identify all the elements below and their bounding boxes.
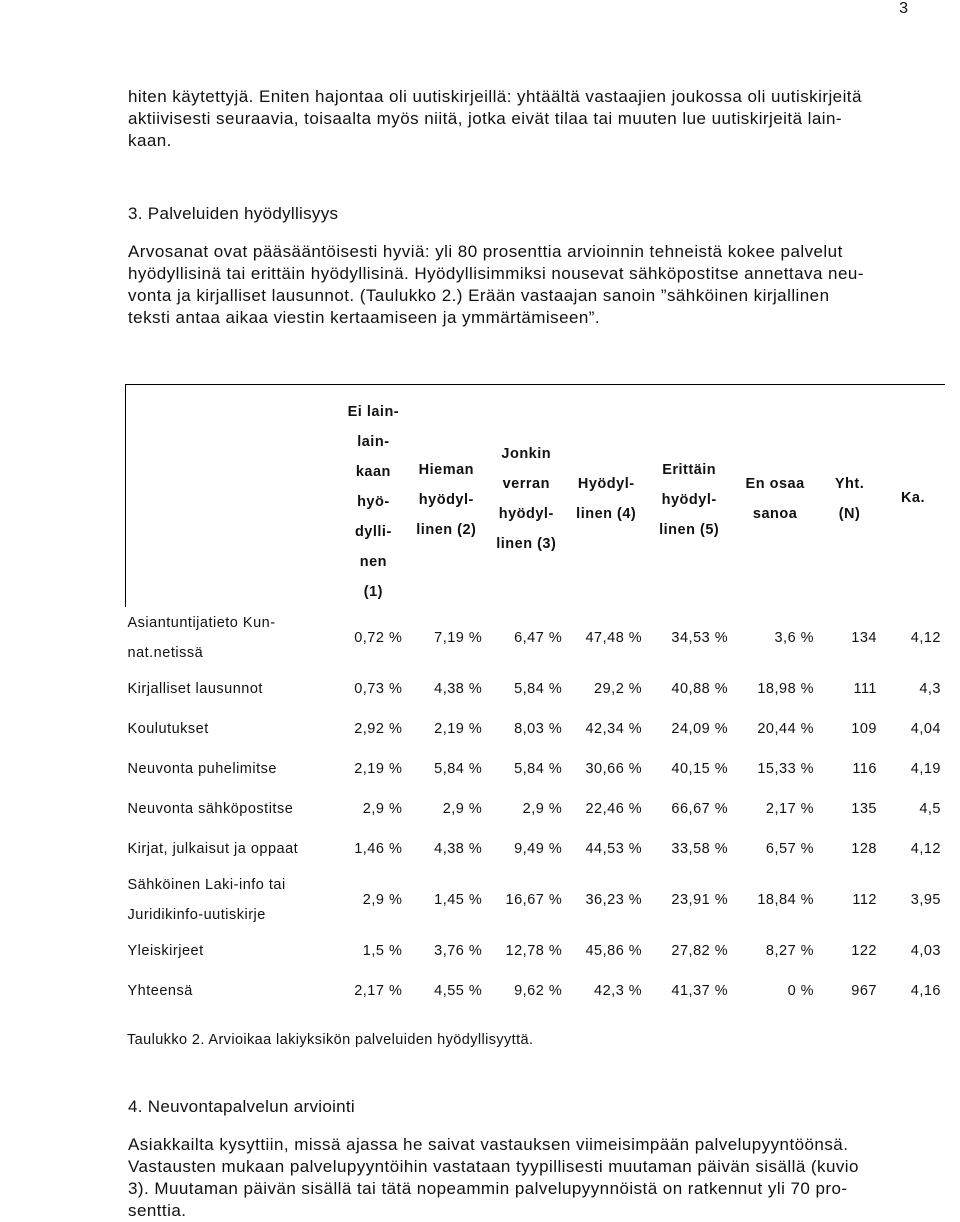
table-cell: 0,73 % [354, 681, 403, 697]
table-cell: 6,47 % [514, 630, 563, 646]
table-row [126, 607, 946, 669]
row-label: Neuvonta puhelimitse [127, 761, 277, 777]
header-slightly-useful: Hieman hyödyl- linen (2) [416, 462, 477, 538]
table-cell: 40,88 % [671, 681, 729, 697]
header-somewhat-useful: Jonkin verran hyödyl- linen (3) [496, 446, 557, 552]
intro-line: hiten käytettyjä. Eniten hajontaa oli uutiskirjeillä: yhtäältä vastaajien joukossa oli uutiskirjeitä [128, 87, 862, 106]
table-cell: 0 % [787, 983, 815, 999]
section-4-line: Vastausten mukaan palvelupyyntöihin vastataan tyypillisesti muutaman päivän sisällä (kuvio [128, 1157, 859, 1176]
table-cell: 2,19 % [354, 761, 403, 777]
table-cell: 2,9 % [442, 801, 483, 817]
table-cell: 1,5 % [362, 943, 403, 959]
section-4-paragraph [128, 1134, 859, 1222]
table-cell: 29,2 % [594, 681, 643, 697]
row-label: Kirjat, julkaisut ja oppaat [127, 841, 299, 857]
table-row [126, 749, 946, 789]
page-number: 3 [899, 0, 908, 17]
section-4-line: 3). Muutaman päivän sisällä tai tätä nopeammin palvelupyynnöistä on ratkennut yli 70 pro- [128, 1179, 848, 1198]
section-3-line: Arvosanat ovat pääsääntöisesti hyviä: yli 80 prosenttia arvioinnin tehneistä kokee palvelut [128, 242, 843, 261]
table-row [126, 869, 946, 931]
table-cell: 3,6 % [774, 630, 815, 646]
row-label: Sähköinen Laki-info tai Juridikinfo-uutiskirje [127, 877, 286, 923]
table-cell: 134 [851, 630, 877, 646]
table-cell: 44,53 % [585, 841, 643, 857]
table-cell: 4,38 % [434, 681, 483, 697]
header-total-n: Yht. (N) [834, 476, 865, 522]
table-cell: 5,84 % [514, 761, 563, 777]
table-cell: 66,67 % [671, 801, 729, 817]
table-cell: 109 [851, 721, 877, 737]
section-4-line: senttia. [128, 1201, 187, 1220]
table-cell: 36,23 % [585, 892, 643, 908]
table-row [126, 669, 946, 709]
table-cell: 23,91 % [671, 892, 729, 908]
header-empty-cell [126, 385, 341, 608]
section-3-paragraph [128, 241, 864, 329]
table-cell: 9,62 % [514, 983, 563, 999]
table-cell: 1,45 % [434, 892, 483, 908]
section-4-line: Asiakkailta kysyttiin, missä ajassa he saivat vastauksen viimeisimpään palvelupyyntöönsä. [128, 1135, 849, 1154]
section-3-line: hyödyllisinä tai erittäin hyödyllisinä. Hyödyllisimmiksi nousevat sähköpostitse annettava neu- [128, 264, 864, 283]
table-cell: 30,66 % [585, 761, 643, 777]
table-cell: 27,82 % [671, 943, 729, 959]
table-header-row [126, 385, 946, 608]
table-cell: 2,92 % [354, 721, 403, 737]
table-cell: 34,53 % [671, 630, 729, 646]
table-cell: 4,55 % [434, 983, 483, 999]
table-cell: 12,78 % [505, 943, 563, 959]
table-cell: 4,16 [910, 983, 941, 999]
section-4-heading: 4. Neuvontapalvelun arviointi [128, 1097, 356, 1116]
table-cell: 4,03 [910, 943, 941, 959]
table-cell: 7,19 % [434, 630, 483, 646]
table-row [126, 829, 946, 869]
table-cell: 3,76 % [434, 943, 483, 959]
table-row [126, 971, 946, 1011]
table-cell: 15,33 % [757, 761, 815, 777]
table-cell: 4,12 [910, 841, 941, 857]
header-very-useful: Erittäin hyödyl- linen (5) [659, 462, 720, 538]
intro-line: kaan. [128, 131, 172, 150]
table-cell: 16,67 % [505, 892, 563, 908]
table-cell: 18,98 % [757, 681, 815, 697]
table-cell: 111 [853, 681, 877, 697]
section-3-line: teksti antaa aikaa viestin kertaamiseen ja ymmärtämiseen”. [128, 308, 601, 327]
table-cell: 42,34 % [585, 721, 643, 737]
table-cell: 41,37 % [671, 983, 729, 999]
table-cell: 4,12 [910, 630, 941, 646]
table-cell: 116 [852, 761, 877, 777]
table-cell: 3,95 [910, 892, 941, 908]
row-label: Neuvonta sähköpostitse [127, 801, 294, 817]
table-cell: 18,84 % [757, 892, 815, 908]
table-cell: 24,09 % [671, 721, 729, 737]
table-cell: 22,46 % [585, 801, 643, 817]
usefulness-table [125, 384, 945, 1011]
intro-line: aktiivisesti seuraavia, toisaalta myös niitä, jotka eivät tilaa tai muuten lue uutiskirjeitä lain- [128, 109, 843, 128]
table-cell: 5,84 % [514, 681, 563, 697]
header-cannot-say: En osaa sanoa [745, 476, 805, 522]
row-label: Asiantuntijatieto Kun- nat.netissä [127, 615, 276, 661]
table-cell: 42,3 % [594, 983, 643, 999]
table-cell: 47,48 % [585, 630, 643, 646]
table-cell: 40,15 % [671, 761, 729, 777]
section-3-heading: 3. Palveluiden hyödyllisyys [128, 204, 339, 223]
header-useful: Hyödyl- linen (4) [576, 476, 637, 522]
row-label: Kirjalliset lausunnot [127, 681, 263, 697]
table-cell: 4,19 [910, 761, 941, 777]
table-cell: 4,38 % [434, 841, 483, 857]
table-cell: 122 [851, 943, 877, 959]
table-row [126, 931, 946, 971]
table-cell: 112 [852, 892, 877, 908]
table-cell: 0,72 % [354, 630, 403, 646]
table-row [126, 709, 946, 749]
row-label: Yleiskirjeet [127, 943, 204, 959]
header-mean: Ka. [900, 490, 926, 506]
row-label: Yhteensä [127, 983, 193, 999]
table-cell: 135 [851, 801, 877, 817]
table-cell: 2,9 % [522, 801, 563, 817]
table-cell: 4,3 [919, 681, 941, 697]
header-not-useful: Ei lain- lain- kaan hyö- dylli- nen (1) [347, 404, 400, 600]
table-cell: 2,9 % [362, 801, 403, 817]
table-cell: 2,9 % [362, 892, 403, 908]
table-cell: 5,84 % [434, 761, 483, 777]
table-cell: 4,5 [919, 801, 941, 817]
table-cell: 2,19 % [434, 721, 483, 737]
intro-paragraph [128, 86, 862, 152]
section-3-line: vonta ja kirjalliset lausunnot. (Taulukko 2.) Erään vastaajan sanoin ”sähköinen kirjallinen [128, 286, 830, 305]
table-cell: 45,86 % [585, 943, 643, 959]
table-cell: 1,46 % [354, 841, 403, 857]
table-cell: 128 [851, 841, 877, 857]
table-cell: 6,57 % [765, 841, 815, 857]
table-cell: 2,17 % [354, 983, 403, 999]
row-label: Koulutukset [127, 721, 209, 737]
table-row [126, 789, 946, 829]
table-cell: 967 [851, 983, 877, 999]
table-cell: 8,27 % [765, 943, 815, 959]
table-cell: 8,03 % [514, 721, 563, 737]
table-cell: 20,44 % [757, 721, 815, 737]
table-cell: 33,58 % [671, 841, 729, 857]
table-cell: 2,17 % [765, 801, 815, 817]
table-cell: 9,49 % [514, 841, 563, 857]
table-caption: Taulukko 2. Arvioikaa lakiyksikön palveluiden hyödyllisyyttä. [127, 1032, 534, 1048]
table-cell: 4,04 [910, 721, 941, 737]
